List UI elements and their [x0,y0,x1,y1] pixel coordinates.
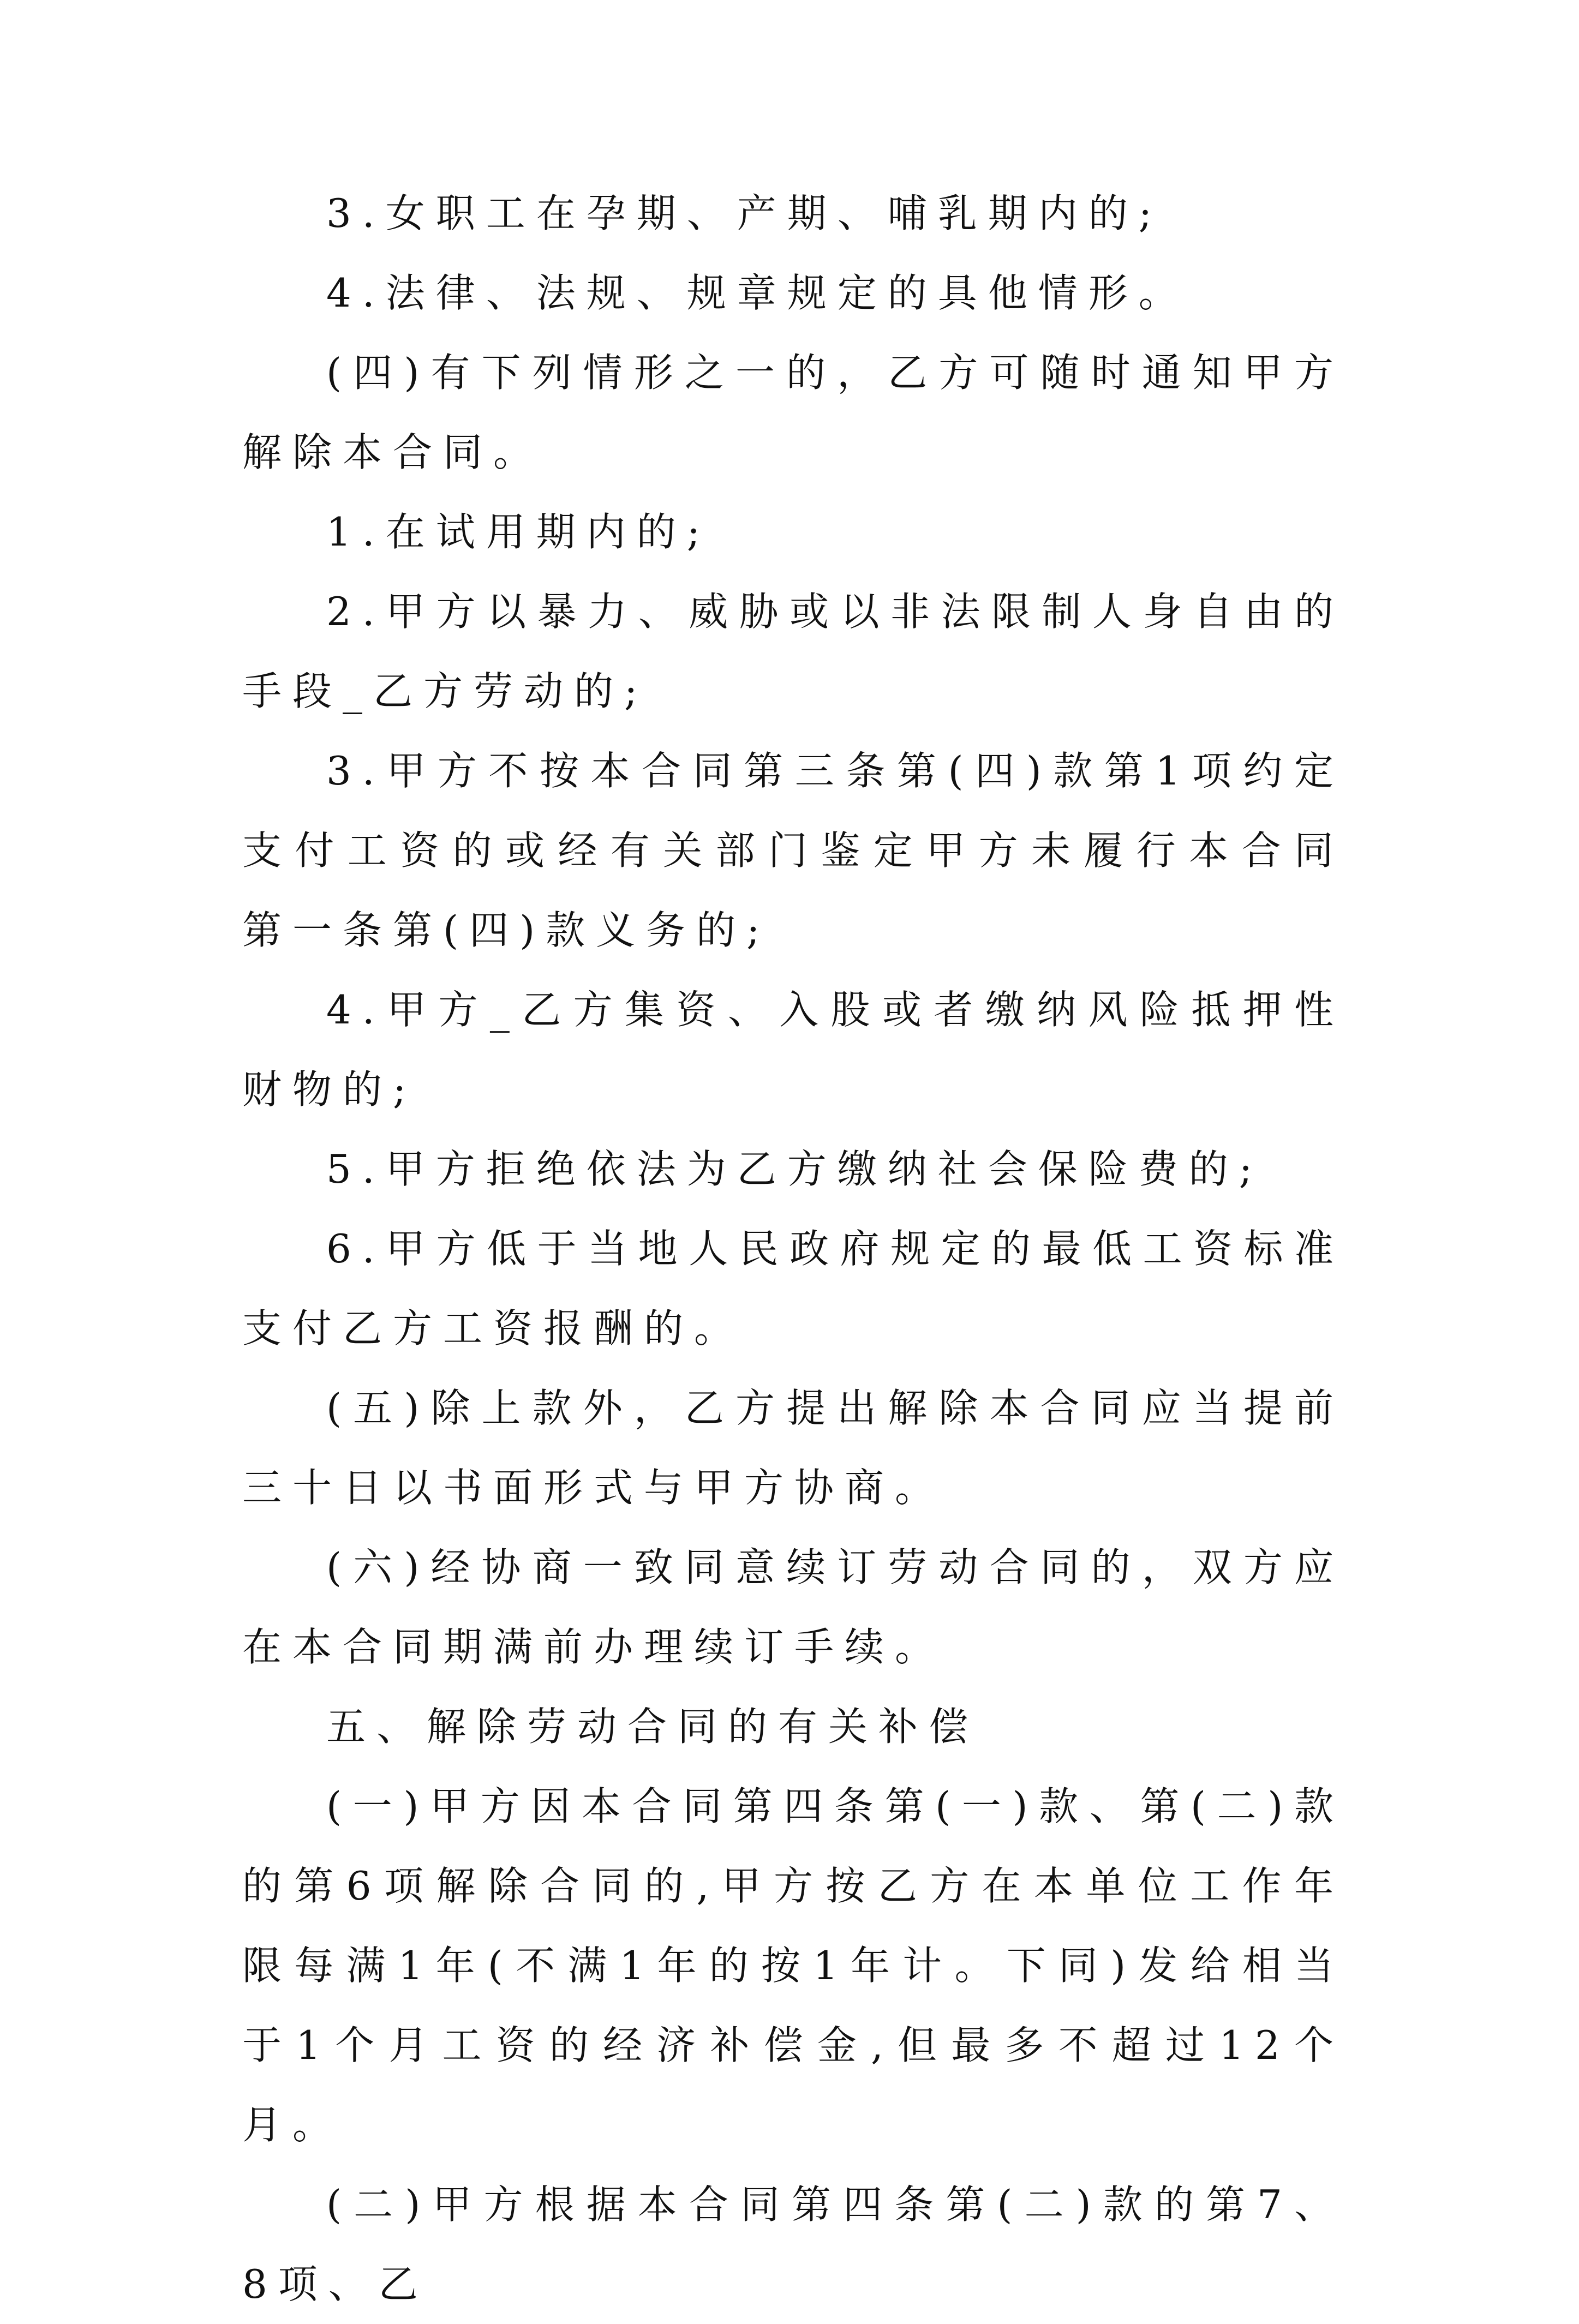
section-heading: 五、解除劳动合同的有关补偿 [326,1704,979,1750]
clause-paragraph: 4.法律、法规、规章规定的具他情形。 [326,270,1189,316]
clause-paragraph: 3.甲方不按本合同第三条第(四)款第1项约定支付工资的或经有关部门鉴定甲方未履行本合同第一条第(四)款义务的; [242,748,1344,953]
clause-paragraph: 6.甲方低于当地人民政府规定的最低工资标准支付乙方工资报酬的。 [242,1226,1344,1351]
section-paragraph: (四)有下列情形之一的，乙方可随时通知甲方解除本合同。 [242,350,1344,475]
document-body [242,173,1344,2324]
clause-paragraph: 1.在试用期内的; [326,509,711,555]
section-paragraph: (六)经协商一致同意续订劳动合同的，双方应在本合同期满前办理续订手续。 [242,1544,1344,1670]
section-paragraph: (二)甲方根据本合同第四条第(二)款的第7、8项、乙 [242,2182,1344,2307]
clause-paragraph: 5.甲方拒绝依法为乙方缴纳社会保险费的; [326,1146,1263,1192]
section-paragraph: (五)除上款外，乙方提出解除本合同应当提前三十日以书面形式与甲方协商。 [242,1385,1344,1511]
clause-paragraph: 3.女职工在孕期、产期、哺乳期内的; [326,190,1163,236]
clause-paragraph: 4.甲方_乙方集资、入股或者缴纳风险抵押性财物的; [242,987,1344,1112]
clause-paragraph: 2.甲方以暴力、威胁或以非法限制人身自由的手段_乙方劳动的; [242,589,1344,714]
section-paragraph: (一)甲方因本合同第四条第(一)款、第(二)款的第6项解除合同的,甲方按乙方在本单位工作年限每满1年(不满1年的按1年计。下同)发给相当于1个月工资的经济补偿金,但最多不超过12个月。 [242,1783,1344,2148]
